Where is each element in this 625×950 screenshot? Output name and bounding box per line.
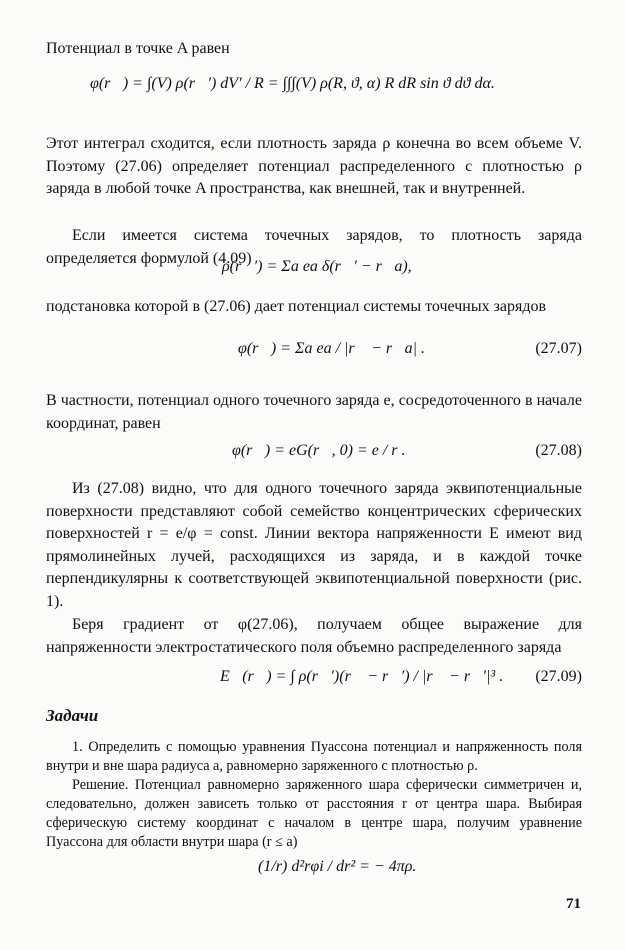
paragraph-1: Потенциал в точке A равен <box>46 40 230 57</box>
paragraph-4: подстановка которой в (27.06) дает потенциал системы точечных зарядов <box>46 298 547 315</box>
equation-poisson: (1/r) d²rφi / dr² = − 4πρ. <box>258 858 417 875</box>
section-heading-problems: Задачи <box>46 706 99 725</box>
equation-27-07: φ(r⃗) = Σa ea / |r⃗ − r⃗a| . (27.07) <box>238 340 582 357</box>
equation-potential-integral: φ(r⃗) = ∫(V) ρ(r⃗′) dV′ / R = ∫∫∫(V) ρ(R, ϑ, α) R dR sin ϑ dϑ dα. <box>90 75 495 92</box>
equation-27-08: φ(r⃗) = eG(r⃗, 0) = e / r . (27.08) <box>232 442 582 459</box>
problem-statement: 1. Определить с помощью уравнения Пуассона потенциал и напряженность поля внутри и вне шара радиуса a, равномерно заряженного с плотностью ρ. <box>46 739 582 774</box>
paragraph-3: Если имеется система точечных зарядов, то плотность заряда определяется формулой (4.09) <box>46 227 582 267</box>
problem-solution: Решение. Потенциал равномерно заряженного шара сферически симметричен и, следовательно, должен зависеть только от расстояния r от центра шара. Выбирая сферическую систему координат с началом в центре шара, получим уравнение Пуассона для области внутри шара (r ≤ a) <box>46 777 582 850</box>
paragraph-7: Беря градиент от φ(27.06), получаем общее выражение для напряженности электростатического поля объемно распределенного заряда <box>46 616 582 656</box>
paragraph-5: В частности, потенциал одного точечного заряда e, сосредоточенного в начале координат, равен <box>46 392 582 432</box>
equation-27-09: E⃗(r⃗) = ∫ ρ(r⃗′)(r⃗ − r⃗′) / |r⃗ − r⃗′|³ . (27.09) <box>220 668 582 685</box>
equation-charge-density: ρ(r⃗′) = Σa ea δ(r⃗′ − r⃗a), <box>222 258 412 275</box>
page-number: 71 <box>566 896 581 912</box>
paragraph-6: Из (27.08) видно, что для одного точечного заряда эквипотенциальные поверхности представляют собой семейство концентрических сферических поверхностей r = e/φ = const. Линии вектора напряженности E имеют вид прямолинейных лучей, расходящихся из заряда, и в каждой точке перпендикулярны к соответствующей эквипотенциальной поверхности (рис. 1). <box>46 480 582 610</box>
paragraph-2: Этот интеграл сходится, если плотность заряда ρ конечна во всем объеме V. Поэтому (27.06) определяет потенциал распределенного с плотностью ρ заряда в любой точке A пространства, как внешней, так и внутренней. <box>46 135 582 198</box>
problem-1 <box>46 738 582 852</box>
